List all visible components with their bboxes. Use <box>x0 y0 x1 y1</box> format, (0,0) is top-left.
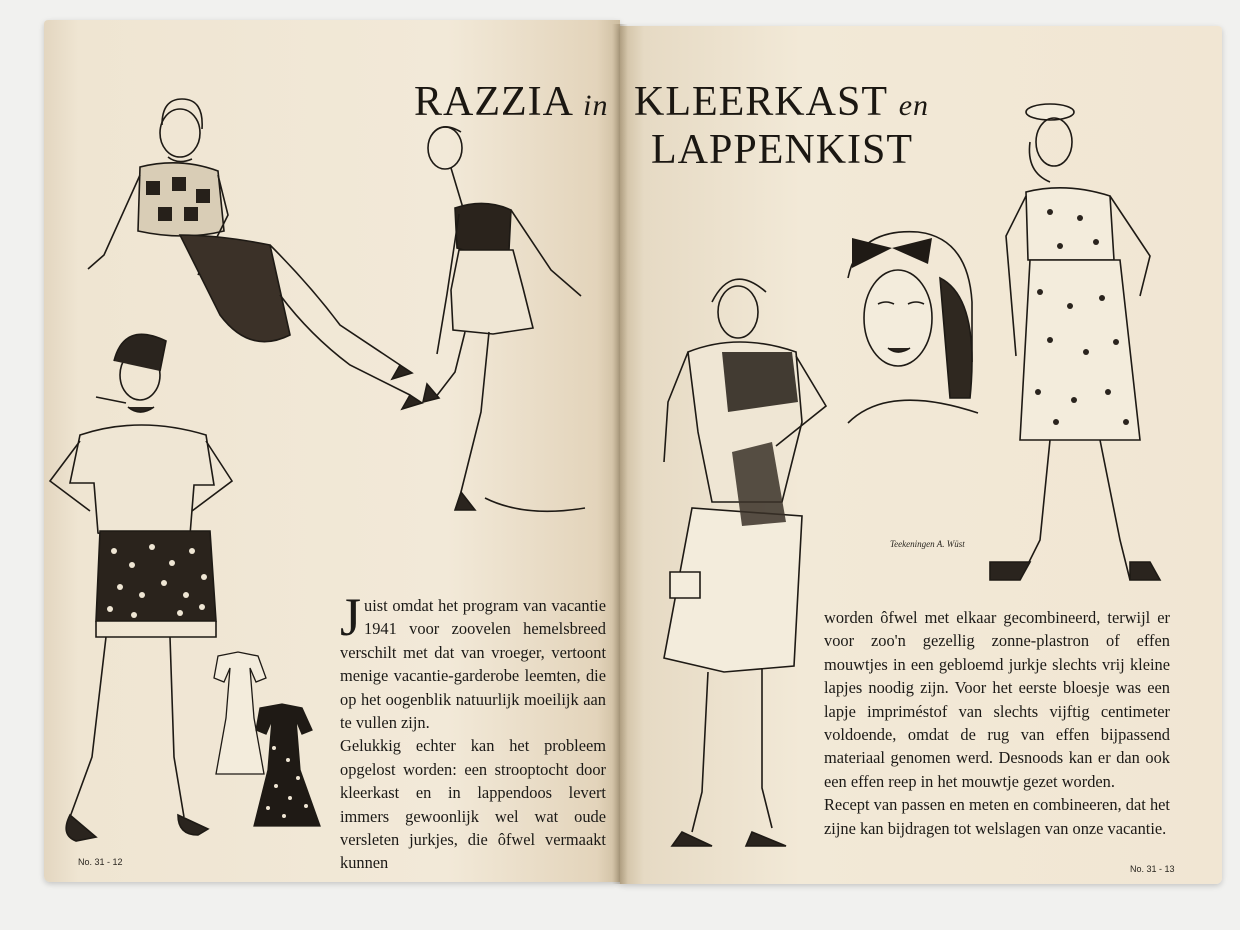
title-line1-left: RAZZIA in <box>414 79 609 125</box>
illustration-credit: Teekeningen A. Wüst <box>890 539 965 549</box>
article-right-para1: worden ôfwel met elkaar gecombineerd, terwijl er voor zoo'n gezellig zonne-plastron of effen mouwtjes in een gebloemd jurkje slechts vrij kleine lapjes noodig zijn. Voor het eerste bloesje was een lapje impriméstof van slechts vijftig centimeter voldoende, omdat de rug van effen bijpassend materiaal genomen werd. Desnoods kan er dan ook een effen reep in het mouwtje gezet worden. <box>824 608 1170 791</box>
illustration-small-dresses <box>200 648 336 826</box>
title-line1-right: KLEERKAST en <box>634 79 930 125</box>
page-number-right: No. 31 - 13 <box>1130 864 1175 874</box>
illustration-halter-woman <box>405 118 595 533</box>
article-column-left <box>340 587 606 875</box>
page-gutter <box>612 24 628 884</box>
article-left-para1: uist omdat het program van vacantie 1941 voor zoovelen hemelsbreed verschilt met dat van vroeger, vertoont menige vacantie-garderobe leemten, die op het oogenblik natuurlijk moeilijk aan te vullen zijn. <box>340 596 606 733</box>
title-line2: LAPPENKIST <box>651 127 914 173</box>
article-left-para2: Gelukkig echter kan het probleem opgelost worden: een strooptocht door kleerkast en in lappendoos levert immers gewoonlijk wel wat oude versleten jurkjes, die ôfwel vermaakt kunnen <box>340 736 606 873</box>
illustration-floral-dress-woman <box>990 92 1190 604</box>
drop-cap: J <box>340 587 362 647</box>
page-number-left: No. 31 - 12 <box>78 857 123 867</box>
article-column-right <box>824 606 1170 840</box>
illustration-portrait-bow <box>828 218 988 428</box>
article-right-para2: Recept van passen en meten en combineeren, dat het zijne kan bijdragen tot welslagen van onze vacantie. <box>824 795 1170 838</box>
illustration-checked-blouse-woman <box>652 272 848 857</box>
